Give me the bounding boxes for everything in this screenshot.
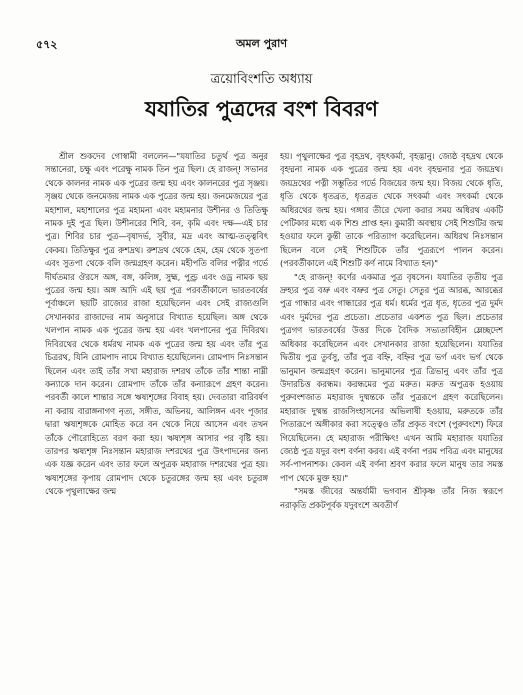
right-column <box>280 150 503 680</box>
left-column <box>45 150 268 680</box>
running-head: অমল পুরাণ <box>235 37 288 50</box>
paragraph: হয়। পৃথুলাক্ষের পুত্র বৃহদ্রথ, বৃহৎকর্মা, বৃহদ্ভানু। জ্যেষ্ঠ বৃহদ্রথ থেকে বৃহদ্মনা নামক এক পুত্রের জন্ম হয় এবং বৃহদ্মনার পুত্র জয়দ্রথ। জয়দ্রথের পত্নী সম্ভূতির গর্ভে বিজয়ের জন্ম হয়। বিজয় থেকে ধৃতি, ধৃতি থেকে ধৃতব্রত, ধৃতব্রত থেকে সৎকর্মা এবং সৎকর্মা থেকে অধিরথের জন্ম হয়। গঙ্গার তীরে খেলা করার সময় অধিরথ একটি পেটিকার মধ্যে এক শিশু প্রাপ্ত হন। কুমারী অবস্থায় সেই শিশুটির জন্ম হওয়ার ফলে কুন্তী তাকে পরিত্যাগ করেছিলেন। অধিরথ নিঃসন্তান ছিলেন বলে সেই শিশুটিকে তাঁর পুত্ররূপে পালন করেন। (পরবর্তীকালে এই শিশুটি কর্ণ নামে বিখ্যাত হন)" <box>280 151 503 269</box>
chapter-label: ত্রয়োবিংশতি অধ্যায় <box>210 72 313 87</box>
paragraph: শ্রীল শুকদেব গোস্বামী বললেন—"যযাতির চতুর্থ পুত্র অনুর সন্তানেরা, চক্ষু এবং পরেক্ষু নামক তিন পুত্র ছিল। হে রাজন্! সভানর থেকে কালনর নামক এক পুত্রের জন্ম হয় এবং কালনরের পুত্র সৃঞ্জয়। সৃঞ্জয় থেকে জনমেজয় নামক এক পুত্রের জন্ম হয়। জনমেজয়ের পুত্র মহাশাল, মহাশালের পুত্র মহামনা এবং মহামনার উশীনর ও তিতিক্ষু নামক দুই পুত্র ছিল। উশীনরের শিবি, বন, কৃমি এবং দক্ষ—এই চার পুত্র। শিবির চার পুত্র—বৃষাদর্ভ, সুবীর, মদ্র এবং আত্ম-তত্ত্ববিৎ কেকয়। তিতিক্ষুর পুত্র রুশদ্রথ। রুশদ্রথ থেকে হেম, হেম থেকে সুতপা এবং সুতপা থেকে বলি জন্মগ্রহণ করেন। মহীপতি বলির পত্নীর গর্ভে দীর্ঘতমার ঔরসে অঙ্গ, বঙ্গ, কলিঙ্গ, সুহ্ম, পুণ্ড্র এবং ওড্র নামক ছয় পুত্রের জন্ম হয়। অঙ্গ আদি এই ছয় পুত্র পরবর্তীকালে ভারতবর্ষের পূর্বাঞ্চলে ছয়টি রাজ্যের রাজা হয়েছিলেন এবং সেই রাজ্যগুলি সেখানকার রাজাদের নাম অনুসারে বিখ্যাত হয়েছিল। অঙ্গ থেকে খলপান নামক এক পুত্রের জন্ম হয় এবং খলপানের পুত্র দিবিরথ। দিবিরথের থেকে ধর্মরথ নামক এক পুত্রের জন্ম হয় এবং তাঁর পুত্র চিত্ররথ, যিনি রোমপাদ নামে বিখ্যাত হয়েছিলেন। রোমপাদ নিঃসন্তান ছিলেন এবং তাই তাঁর সখা মহারাজ দশরথ তাঁকে তাঁর শান্তা নাম্নী কন্যাকে দান করেন। রোমপাদ তাঁকে তাঁর কন্যারূপে গ্রহণ করেন। পরবর্তী কালে শান্তার সঙ্গে ঋষ্যশৃঙ্গের বিবাহ হয়। দেবতারা বারিবর্ষণ না করায় বারাঙ্গনাগণ নৃত্য, সঙ্গীত, অভিনয়, আলিঙ্গন এবং পূজার দ্বারা ঋষ্যশৃঙ্গকে মোহিত করে বন থেকে নিয়ে আসেন এবং তখন তাঁকে পৌরোহিত্যে বরণ করা হয়। ঋষ্যশৃঙ্গ আসার পর বৃষ্টি হয়। তারপর ঋষ্যশৃঙ্গ নিঃসন্তান মহারাজ দশরথের পুত্র উৎপাদনের জন্য এক যজ্ঞ করেন এবং তার ফলে অপুত্রক মহারাজ দশরথের পুত্র হয়। ঋষ্যশৃঙ্গের কৃপায় রোমপাদ থেকে চতুরঙ্গের জন্ম হয় এবং চতুরঙ্গ থেকে পৃথুলাক্ষের জন্ম <box>45 151 268 497</box>
paragraph: "হে রাজন্! কর্ণের একমাত্র পুত্র বৃষসেন। যযাতির তৃতীয় পুত্র দ্রুহ্যর পুত্র বভ্রু এবং বভ্রুর পুত্র সেতু। সেতুর পুত্র আরব্ধ, আরব্ধের পুত্র গান্ধার এবং গান্ধারের পুত্র ধর্ম। ধর্মের পুত্র ধৃত, ধৃতের পুত্র দুর্মদ এবং দুর্মদের পুত্র প্রচেতা। প্রচেতার একশত পুত্র ছিল। প্রচেতার পুত্রগণ ভারতবর্ষের উত্তর দিকে বৈদিক সভ্যতাবিহীন ম্লেচ্ছদেশ অধিকার করেছিলেন এবং সেখানকার রাজা হয়েছিলেন। যযাতির দ্বিতীয় পুত্র তুর্বসু, তাঁর পুত্র বহ্নি, বহ্নির পুত্র ভর্গ এবং ভর্গ থেকে ভানুমান জন্মগ্রহণ করেন। ভানুমানের পুত্র ত্রিভানু এবং তাঁর পুত্র উদারচিত্ত করন্ধম। করন্ধমের পুত্র মরুত। মরুত অপুত্রক হওয়ায় পুরুবংশজাত মহারাজ দুষ্মন্তকে তাঁর পুত্ররূপে গ্রহণ করেছিলেন। মহারাজ দুষ্মন্ত রাজসিংহাসনের অভিলাষী হওয়ায়, মরুতকে তাঁর পিতারূপে অঙ্গীকার করা সত্ত্বেও তাঁর প্রকৃত বংশে (পুরুবংশে) ফিরে গিয়েছিলেন। হে মহারাজ পরীক্ষিৎ! এখন আমি মহারাজ যযাতির জ্যেষ্ঠ পুত্র যদুর বংশ বর্ণনা করব। এই বর্ণনা পরম পবিত্র এবং মানুষের সর্ব-পাপনাশক। কেবল এই বর্ণনা শ্রবণ করার ফলে মানুষ তার সমস্ত পাপ থেকে মুক্ত হয়।" <box>280 271 503 483</box>
page-number: ৫৭২ <box>36 38 58 51</box>
paragraph: "সমস্ত জীবের অন্তর্যামী ভগবান শ্রীকৃষ্ণ তাঁর নিজ স্বরূপে নরাকৃতি প্রকটপূর্বক যদুবংশে অবতীর্ণ <box>280 486 503 510</box>
chapter-title: যযাতির পুত্রদের বংশ বিবরণ <box>144 97 379 121</box>
